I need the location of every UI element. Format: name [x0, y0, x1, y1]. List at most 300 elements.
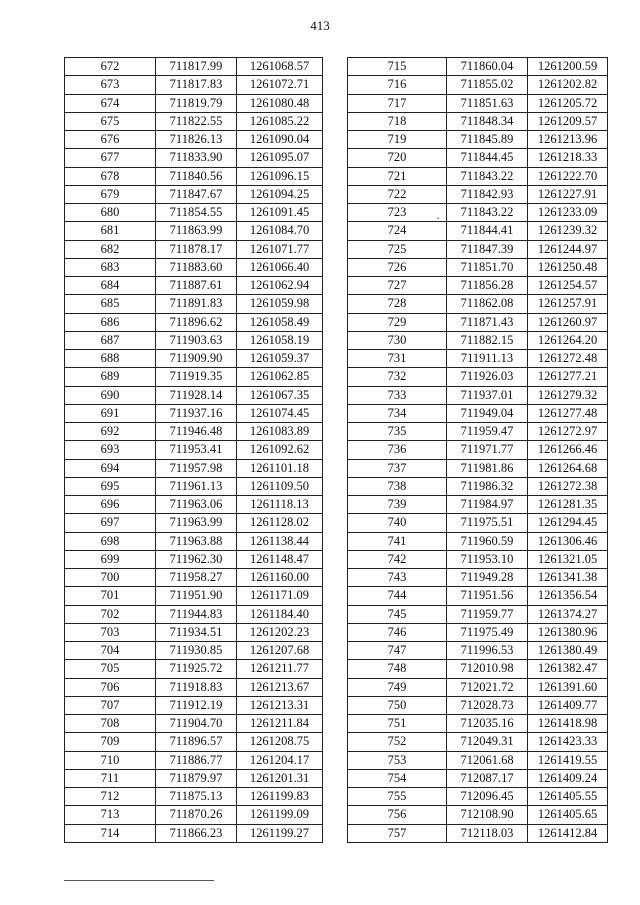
y-coordinate-cell: 1261227.91 [528, 185, 608, 203]
point-number-cell: 720 [348, 149, 447, 167]
y-coordinate-cell: 1261409.77 [528, 696, 608, 714]
x-coordinate-cell: 712061.68 [447, 751, 528, 769]
point-number-cell: 716 [348, 76, 447, 94]
y-coordinate-cell: 1261272.48 [528, 350, 608, 368]
point-number-cell: 748 [348, 660, 447, 678]
point-number-cell: 682 [65, 240, 156, 258]
y-coordinate-cell: 1261200.59 [528, 58, 608, 76]
y-coordinate-cell: 1261138.44 [237, 532, 323, 550]
footer-rule [64, 880, 214, 881]
y-coordinate-cell: 1261109.50 [237, 477, 323, 495]
table-row [65, 313, 323, 331]
y-coordinate-cell: 1261419.55 [528, 751, 608, 769]
point-number-cell: 712 [65, 788, 156, 806]
point-number-cell: 739 [348, 496, 447, 514]
x-coordinate-cell: 711842.93 [447, 185, 528, 203]
x-coordinate-cell: 711963.88 [156, 532, 237, 550]
y-coordinate-cell: 1261204.17 [237, 751, 323, 769]
point-number-cell: 705 [65, 660, 156, 678]
table-row [65, 824, 323, 842]
table-row [65, 660, 323, 678]
y-coordinate-cell: 1261074.45 [237, 404, 323, 422]
x-coordinate-cell: 711953.41 [156, 441, 237, 459]
coordinates-table-left [64, 57, 323, 843]
y-coordinate-cell: 1261264.68 [528, 459, 608, 477]
point-number-cell: 706 [65, 678, 156, 696]
y-coordinate-cell: 1261067.35 [237, 386, 323, 404]
table-row [348, 112, 608, 130]
x-coordinate-cell: 711928.14 [156, 386, 237, 404]
point-number-cell: 737 [348, 459, 447, 477]
table-row [65, 277, 323, 295]
x-coordinate-cell: 711996.53 [447, 642, 528, 660]
point-number-cell: 757 [348, 824, 447, 842]
table-row [65, 532, 323, 550]
point-number-cell: 703 [65, 623, 156, 641]
y-coordinate-cell: 1261184.40 [237, 605, 323, 623]
table-row [65, 222, 323, 240]
table-row [348, 788, 608, 806]
x-coordinate-cell: 711934.51 [156, 623, 237, 641]
x-coordinate-cell: 711959.77 [447, 605, 528, 623]
x-coordinate-cell: 711860.04 [447, 58, 528, 76]
table-row [348, 824, 608, 842]
x-coordinate-cell: 711891.83 [156, 295, 237, 313]
y-coordinate-cell: 1261409.24 [528, 769, 608, 787]
x-coordinate-cell: 711848.34 [447, 112, 528, 130]
point-number-cell: 700 [65, 569, 156, 587]
table-row [65, 514, 323, 532]
y-coordinate-cell: 1261244.97 [528, 240, 608, 258]
point-number-cell: 756 [348, 806, 447, 824]
x-coordinate-cell: 711875.13 [156, 788, 237, 806]
x-coordinate-cell: 711984.97 [447, 496, 528, 514]
x-coordinate-cell: 711951.56 [447, 587, 528, 605]
x-coordinate-cell: 712028.73 [447, 696, 528, 714]
point-number-cell: 717 [348, 94, 447, 112]
x-coordinate-cell: 711962.30 [156, 550, 237, 568]
y-coordinate-cell: 1261279.32 [528, 386, 608, 404]
x-coordinate-cell: 712118.03 [447, 824, 528, 842]
table-row [65, 496, 323, 514]
point-number-cell: 685 [65, 295, 156, 313]
point-number-cell: 689 [65, 368, 156, 386]
point-number-cell: 672 [65, 58, 156, 76]
point-number-cell: 726 [348, 258, 447, 276]
table-row [348, 550, 608, 568]
point-number-cell: 749 [348, 678, 447, 696]
y-coordinate-cell: 1261260.97 [528, 313, 608, 331]
x-coordinate-cell: 711926.03 [447, 368, 528, 386]
table-row [65, 112, 323, 130]
y-coordinate-cell: 1261213.31 [237, 696, 323, 714]
table-row [348, 496, 608, 514]
y-coordinate-cell: 1261207.68 [237, 642, 323, 660]
y-coordinate-cell: 1261211.84 [237, 715, 323, 733]
x-coordinate-cell: 711930.85 [156, 642, 237, 660]
y-coordinate-cell: 1261199.27 [237, 824, 323, 842]
point-number-cell: 709 [65, 733, 156, 751]
y-coordinate-cell: 1261199.09 [237, 806, 323, 824]
point-number-cell: 718 [348, 112, 447, 130]
y-coordinate-cell: 1261062.85 [237, 368, 323, 386]
x-coordinate-cell: 711855.02 [447, 76, 528, 94]
point-number-cell: 732 [348, 368, 447, 386]
table-row [348, 806, 608, 824]
table-row [65, 258, 323, 276]
y-coordinate-cell: 1261239.32 [528, 222, 608, 240]
x-coordinate-cell: 711847.39 [447, 240, 528, 258]
x-coordinate-cell: 711903.63 [156, 331, 237, 349]
y-coordinate-cell: 1261072.71 [237, 76, 323, 94]
stray-mark: . [437, 211, 440, 222]
x-coordinate-cell: 711847.67 [156, 185, 237, 203]
point-number-cell: 691 [65, 404, 156, 422]
table-row [348, 587, 608, 605]
x-coordinate-cell: 711949.04 [447, 404, 528, 422]
point-number-cell: 736 [348, 441, 447, 459]
point-number-cell: 683 [65, 258, 156, 276]
x-coordinate-cell: 711986.32 [447, 477, 528, 495]
table-row [65, 423, 323, 441]
point-number-cell: 698 [65, 532, 156, 550]
point-number-cell: 710 [65, 751, 156, 769]
y-coordinate-cell: 1261266.46 [528, 441, 608, 459]
y-coordinate-cell: 1261095.07 [237, 149, 323, 167]
x-coordinate-cell: 711904.70 [156, 715, 237, 733]
table-row [348, 131, 608, 149]
table-row [65, 58, 323, 76]
point-number-cell: 750 [348, 696, 447, 714]
table-row [65, 368, 323, 386]
table-row [348, 459, 608, 477]
table-row [65, 678, 323, 696]
point-number-cell: 699 [65, 550, 156, 568]
point-number-cell: 690 [65, 386, 156, 404]
x-coordinate-cell: 711817.83 [156, 76, 237, 94]
table-row [348, 386, 608, 404]
table-row [348, 350, 608, 368]
y-coordinate-cell: 1261218.33 [528, 149, 608, 167]
y-coordinate-cell: 1261199.83 [237, 788, 323, 806]
y-coordinate-cell: 1261083.89 [237, 423, 323, 441]
x-coordinate-cell: 711925.72 [156, 660, 237, 678]
y-coordinate-cell: 1261201.31 [237, 769, 323, 787]
table-row [65, 477, 323, 495]
y-coordinate-cell: 1261257.91 [528, 295, 608, 313]
x-coordinate-cell: 711886.77 [156, 751, 237, 769]
y-coordinate-cell: 1261321.05 [528, 550, 608, 568]
y-coordinate-cell: 1261059.98 [237, 295, 323, 313]
table-row [65, 386, 323, 404]
point-number-cell: 753 [348, 751, 447, 769]
point-number-cell: 755 [348, 788, 447, 806]
x-coordinate-cell: 711843.22 [447, 167, 528, 185]
table-row [348, 441, 608, 459]
y-coordinate-cell: 1261090.04 [237, 131, 323, 149]
y-coordinate-cell: 1261306.46 [528, 532, 608, 550]
y-coordinate-cell: 1261128.02 [237, 514, 323, 532]
x-coordinate-cell: 711845.89 [447, 131, 528, 149]
y-coordinate-cell: 1261208.75 [237, 733, 323, 751]
table-row [348, 240, 608, 258]
y-coordinate-cell: 1261380.96 [528, 623, 608, 641]
table-row [348, 569, 608, 587]
table-row [65, 185, 323, 203]
table-row [65, 751, 323, 769]
y-coordinate-cell: 1261418.98 [528, 715, 608, 733]
table-row [348, 605, 608, 623]
point-number-cell: 742 [348, 550, 447, 568]
point-number-cell: 731 [348, 350, 447, 368]
table-row [348, 532, 608, 550]
y-coordinate-cell: 1261068.57 [237, 58, 323, 76]
y-coordinate-cell: 1261084.70 [237, 222, 323, 240]
point-number-cell: 675 [65, 112, 156, 130]
table-row [348, 204, 608, 222]
point-number-cell: 674 [65, 94, 156, 112]
x-coordinate-cell: 711878.17 [156, 240, 237, 258]
y-coordinate-cell: 1261058.49 [237, 313, 323, 331]
x-coordinate-cell: 711879.97 [156, 769, 237, 787]
table-row [65, 76, 323, 94]
table-row [348, 94, 608, 112]
table-row [65, 149, 323, 167]
x-coordinate-cell: 712021.72 [447, 678, 528, 696]
coordinates-table-right [347, 57, 608, 843]
table-row [65, 331, 323, 349]
point-number-cell: 724 [348, 222, 447, 240]
y-coordinate-cell: 1261202.82 [528, 76, 608, 94]
y-coordinate-cell: 1261092.62 [237, 441, 323, 459]
table-row [348, 331, 608, 349]
y-coordinate-cell: 1261405.55 [528, 788, 608, 806]
point-number-cell: 725 [348, 240, 447, 258]
y-coordinate-cell: 1261160.00 [237, 569, 323, 587]
y-coordinate-cell: 1261171.09 [237, 587, 323, 605]
point-number-cell: 730 [348, 331, 447, 349]
x-coordinate-cell: 711840.56 [156, 167, 237, 185]
x-coordinate-cell: 711919.35 [156, 368, 237, 386]
x-coordinate-cell: 712087.17 [447, 769, 528, 787]
table-row [65, 788, 323, 806]
point-number-cell: 743 [348, 569, 447, 587]
x-coordinate-cell: 711863.99 [156, 222, 237, 240]
x-coordinate-cell: 711887.61 [156, 277, 237, 295]
table-row [348, 514, 608, 532]
x-coordinate-cell: 711963.99 [156, 514, 237, 532]
y-coordinate-cell: 1261091.45 [237, 204, 323, 222]
x-coordinate-cell: 711946.48 [156, 423, 237, 441]
table-row [348, 404, 608, 422]
point-number-cell: 692 [65, 423, 156, 441]
x-coordinate-cell: 711937.16 [156, 404, 237, 422]
table-row [65, 295, 323, 313]
point-number-cell: 729 [348, 313, 447, 331]
x-coordinate-cell: 711951.90 [156, 587, 237, 605]
x-coordinate-cell: 711957.98 [156, 459, 237, 477]
table-row [65, 404, 323, 422]
point-number-cell: 738 [348, 477, 447, 495]
y-coordinate-cell: 1261096.15 [237, 167, 323, 185]
y-coordinate-cell: 1261066.40 [237, 258, 323, 276]
point-number-cell: 696 [65, 496, 156, 514]
point-number-cell: 684 [65, 277, 156, 295]
point-number-cell: 754 [348, 769, 447, 787]
x-coordinate-cell: 711937.01 [447, 386, 528, 404]
x-coordinate-cell: 711971.77 [447, 441, 528, 459]
x-coordinate-cell: 711826.13 [156, 131, 237, 149]
y-coordinate-cell: 1261277.48 [528, 404, 608, 422]
y-coordinate-cell: 1261222.70 [528, 167, 608, 185]
point-number-cell: 723 [348, 204, 447, 222]
y-coordinate-cell: 1261101.18 [237, 459, 323, 477]
table-row [348, 167, 608, 185]
table-row [65, 569, 323, 587]
point-number-cell: 741 [348, 532, 447, 550]
point-number-cell: 707 [65, 696, 156, 714]
point-number-cell: 733 [348, 386, 447, 404]
x-coordinate-cell: 711960.59 [447, 532, 528, 550]
x-coordinate-cell: 711975.51 [447, 514, 528, 532]
y-coordinate-cell: 1261412.84 [528, 824, 608, 842]
table-row [348, 313, 608, 331]
y-coordinate-cell: 1261094.25 [237, 185, 323, 203]
table-row [65, 605, 323, 623]
table-row [348, 258, 608, 276]
x-coordinate-cell: 712035.16 [447, 715, 528, 733]
x-coordinate-cell: 711963.06 [156, 496, 237, 514]
x-coordinate-cell: 711819.79 [156, 94, 237, 112]
x-coordinate-cell: 711882.15 [447, 331, 528, 349]
table-row [348, 149, 608, 167]
point-number-cell: 681 [65, 222, 156, 240]
x-coordinate-cell: 712010.98 [447, 660, 528, 678]
table-row [65, 696, 323, 714]
point-number-cell: 678 [65, 167, 156, 185]
x-coordinate-cell: 711844.45 [447, 149, 528, 167]
y-coordinate-cell: 1261254.57 [528, 277, 608, 295]
point-number-cell: 704 [65, 642, 156, 660]
x-coordinate-cell: 711851.70 [447, 258, 528, 276]
point-number-cell: 695 [65, 477, 156, 495]
table-row [65, 167, 323, 185]
y-coordinate-cell: 1261264.20 [528, 331, 608, 349]
x-coordinate-cell: 711896.62 [156, 313, 237, 331]
point-number-cell: 693 [65, 441, 156, 459]
y-coordinate-cell: 1261405.65 [528, 806, 608, 824]
point-number-cell: 714 [65, 824, 156, 842]
table-row [348, 623, 608, 641]
table-row [348, 368, 608, 386]
table-row [65, 550, 323, 568]
y-coordinate-cell: 1261380.49 [528, 642, 608, 660]
table-row [65, 642, 323, 660]
y-coordinate-cell: 1261080.48 [237, 94, 323, 112]
point-number-cell: 673 [65, 76, 156, 94]
table-row [65, 240, 323, 258]
table-row [348, 185, 608, 203]
table-row [348, 751, 608, 769]
x-coordinate-cell: 711958.27 [156, 569, 237, 587]
table-row [348, 642, 608, 660]
y-coordinate-cell: 1261250.48 [528, 258, 608, 276]
point-number-cell: 722 [348, 185, 447, 203]
table-row [348, 58, 608, 76]
y-coordinate-cell: 1261213.67 [237, 678, 323, 696]
y-coordinate-cell: 1261213.96 [528, 131, 608, 149]
x-coordinate-cell: 711944.83 [156, 605, 237, 623]
x-coordinate-cell: 711843.22 [447, 204, 528, 222]
y-coordinate-cell: 1261209.57 [528, 112, 608, 130]
point-number-cell: 676 [65, 131, 156, 149]
point-number-cell: 752 [348, 733, 447, 751]
y-coordinate-cell: 1261211.77 [237, 660, 323, 678]
point-number-cell: 734 [348, 404, 447, 422]
point-number-cell: 719 [348, 131, 447, 149]
point-number-cell: 735 [348, 423, 447, 441]
y-coordinate-cell: 1261391.60 [528, 678, 608, 696]
point-number-cell: 721 [348, 167, 447, 185]
x-coordinate-cell: 711953.10 [447, 550, 528, 568]
x-coordinate-cell: 712096.45 [447, 788, 528, 806]
point-number-cell: 746 [348, 623, 447, 641]
point-number-cell: 740 [348, 514, 447, 532]
table-row [348, 733, 608, 751]
x-coordinate-cell: 711856.28 [447, 277, 528, 295]
point-number-cell: 702 [65, 605, 156, 623]
x-coordinate-cell: 711896.57 [156, 733, 237, 751]
y-coordinate-cell: 1261202.23 [237, 623, 323, 641]
point-number-cell: 687 [65, 331, 156, 349]
point-number-cell: 697 [65, 514, 156, 532]
table-row [65, 769, 323, 787]
x-coordinate-cell: 711981.86 [447, 459, 528, 477]
x-coordinate-cell: 711822.55 [156, 112, 237, 130]
point-number-cell: 686 [65, 313, 156, 331]
y-coordinate-cell: 1261071.77 [237, 240, 323, 258]
x-coordinate-cell: 711909.90 [156, 350, 237, 368]
x-coordinate-cell: 712049.31 [447, 733, 528, 751]
table-row [348, 769, 608, 787]
table-row [348, 678, 608, 696]
point-number-cell: 679 [65, 185, 156, 203]
table-row [348, 295, 608, 313]
point-number-cell: 694 [65, 459, 156, 477]
point-number-cell: 745 [348, 605, 447, 623]
y-coordinate-cell: 1261148.47 [237, 550, 323, 568]
table-row [65, 459, 323, 477]
x-coordinate-cell: 711975.49 [447, 623, 528, 641]
y-coordinate-cell: 1261118.13 [237, 496, 323, 514]
y-coordinate-cell: 1261062.94 [237, 277, 323, 295]
y-coordinate-cell: 1261085.22 [237, 112, 323, 130]
y-coordinate-cell: 1261374.27 [528, 605, 608, 623]
y-coordinate-cell: 1261272.97 [528, 423, 608, 441]
y-coordinate-cell: 1261423.33 [528, 733, 608, 751]
x-coordinate-cell: 711870.26 [156, 806, 237, 824]
point-number-cell: 680 [65, 204, 156, 222]
x-coordinate-cell: 711844.41 [447, 222, 528, 240]
table-row [348, 696, 608, 714]
point-number-cell: 744 [348, 587, 447, 605]
table-row [65, 623, 323, 641]
point-number-cell: 713 [65, 806, 156, 824]
point-number-cell: 751 [348, 715, 447, 733]
point-number-cell: 708 [65, 715, 156, 733]
table-row [65, 441, 323, 459]
table-row [65, 806, 323, 824]
